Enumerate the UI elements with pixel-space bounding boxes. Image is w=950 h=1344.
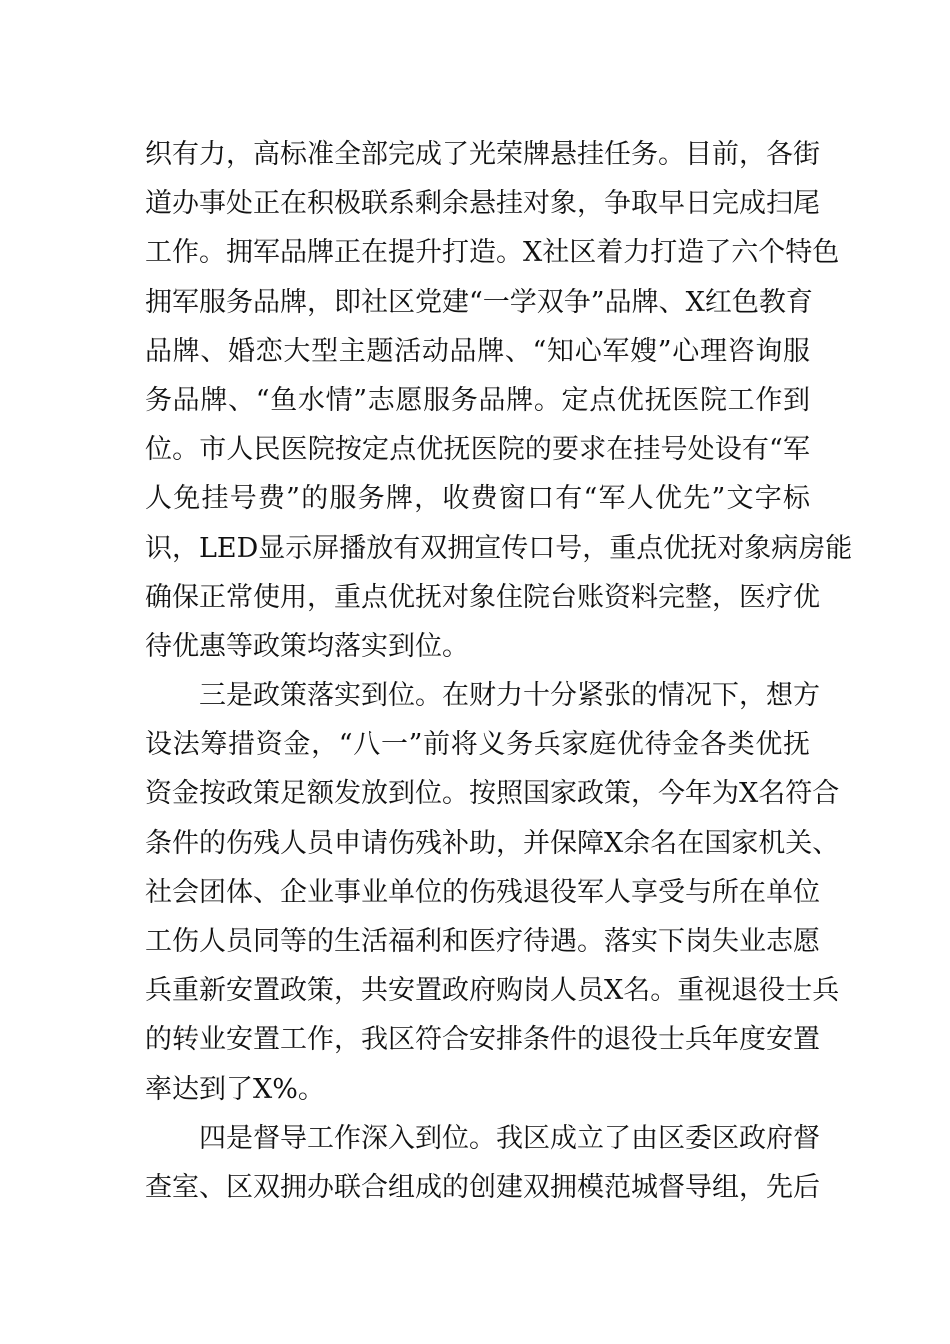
text-line: 确保正常使用，重点优抚对象住院台账资料完整，医疗优 [145,581,820,613]
text-line: 查室、区双拥办联合组成的创建双拥模范城督导组，先后 [145,1171,820,1203]
text-line: 四是督导工作深入到位。我区成立了由区委区政府督 [199,1122,820,1154]
text-line: 工作。拥军品牌正在提升打造。X社区着力打造了六个特色 [145,237,840,269]
text-line: 织有力，高标准全部完成了光荣牌悬挂任务。目前，各街 [145,139,820,170]
text-line: 兵重新安置政策，共安置政府购岗人员X名。重视退役士兵 [145,975,840,1007]
text-line: 条件的伤残人员申请伤残补助，并保障X余名在国家机关、 [145,827,840,859]
text-line: 资金按政策足额发放到位。按照国家政策，今年为X名符合 [145,778,840,810]
text-line: 社会团体、企业事业单位的伤残退役军人享受与所在单位 [145,876,820,908]
paragraph-3 [145,1114,820,1212]
text-line: 识，LED显示屏播放有双拥宣传口号，重点优抚对象病房能 [145,532,853,564]
text-line: 的转业安置工作，我区符合安排条件的退役士兵年度安置 [145,1024,820,1056]
text-line: 拥军服务品牌，即社区党建“一学双争”品牌、X红色教育 [145,286,813,318]
text-line: 位。市人民医院按定点优抚医院的要求在挂号处设有“军 [145,434,810,466]
text-line: 待优惠等政策均落实到位。 [145,630,469,662]
text-line: 率达到了X%。 [145,1073,325,1105]
document-body [145,130,853,1212]
text-line: 品牌、婚恋大型主题活动品牌、“知心军嫂”心理咨询服 [145,335,810,367]
text-line: 设法筹措资金，“八一”前将义务兵家庭优待金各类优抚 [145,729,810,761]
text-line: 人免挂号费”的服务牌，收费窗口有“军人优先”文字标 [145,483,810,515]
text-line: 道办事处正在积极联系剩余悬挂对象，争取早日完成扫尾 [145,188,820,220]
text-line: 务品牌、“鱼水情”志愿服务品牌。定点优抚医院工作到 [145,384,810,416]
text-line: 工伤人员同等的生活福利和医疗待遇。落实下岗失业志愿 [145,926,820,957]
paragraph-2 [145,671,840,1114]
text-line: 三是政策落实到位。在财力十分紧张的情况下，想方 [199,680,820,712]
paragraph-1 [145,130,853,671]
